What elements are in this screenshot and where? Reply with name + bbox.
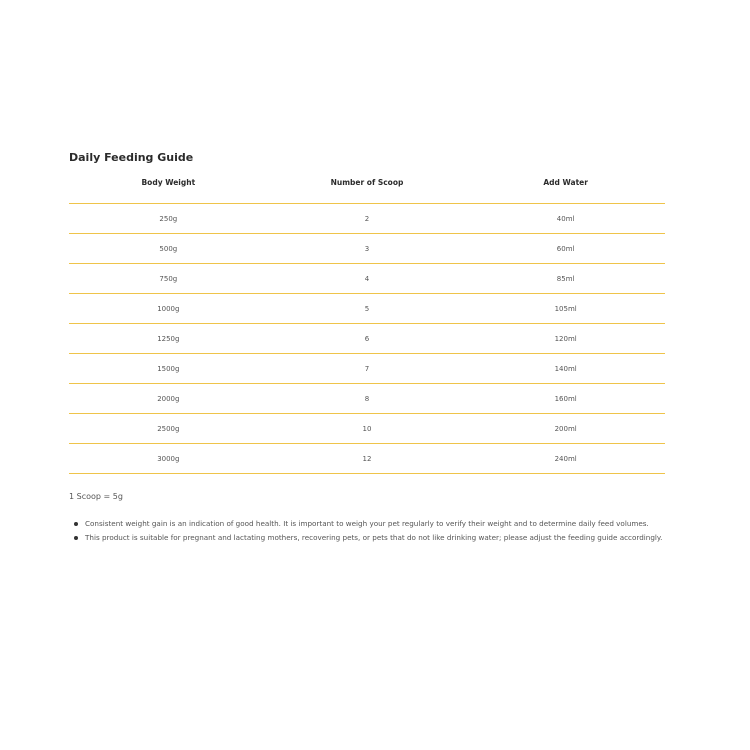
table-row bbox=[69, 354, 665, 384]
table-row bbox=[69, 444, 665, 474]
bullet-text: This product is suitable for pregnant and lactating mothers, recovering pets, or pets that do not like drinking water; please adjust the feeding guide accordingly. bbox=[85, 533, 663, 542]
cell-scoops: 8 bbox=[364, 394, 370, 403]
list-item bbox=[85, 532, 665, 544]
cell-scoops: 12 bbox=[362, 454, 372, 463]
cell-scoops: 2 bbox=[364, 214, 370, 223]
cell-water: 105ml bbox=[554, 304, 577, 313]
cell-scoops: 7 bbox=[364, 364, 370, 373]
header-body-weight: Body Weight bbox=[141, 178, 196, 187]
cell-water: 60ml bbox=[556, 244, 575, 253]
cell-water: 40ml bbox=[556, 214, 575, 223]
cell-water: 200ml bbox=[554, 424, 577, 433]
cell-water: 140ml bbox=[554, 364, 577, 373]
feeding-table bbox=[69, 177, 665, 474]
cell-water: 85ml bbox=[556, 274, 575, 283]
cell-body-weight: 1250g bbox=[157, 334, 180, 343]
cell-body-weight: 750g bbox=[159, 274, 178, 283]
cell-body-weight: 250g bbox=[159, 214, 178, 223]
table-row bbox=[69, 294, 665, 324]
cell-water: 240ml bbox=[554, 454, 577, 463]
header-number-of-scoop: Number of Scoop bbox=[330, 178, 404, 187]
table-row bbox=[69, 414, 665, 444]
bullet-text: Consistent weight gain is an indication of good health. It is important to weigh your pet regularly to verify their weight and to determine daily feed volumes. bbox=[85, 519, 649, 528]
feeding-guide bbox=[69, 149, 665, 546]
cell-scoops: 10 bbox=[362, 424, 372, 433]
table-row bbox=[69, 234, 665, 264]
table-header bbox=[69, 177, 665, 204]
cell-scoops: 5 bbox=[364, 304, 370, 313]
cell-body-weight: 2500g bbox=[157, 424, 180, 433]
cell-body-weight: 500g bbox=[159, 244, 178, 253]
cell-water: 160ml bbox=[554, 394, 577, 403]
scoop-note: 1 Scoop = 5g bbox=[69, 492, 123, 501]
table-row bbox=[69, 264, 665, 294]
bullet-dot-icon bbox=[74, 522, 78, 526]
cell-scoops: 3 bbox=[364, 244, 370, 253]
table-row bbox=[69, 324, 665, 354]
guide-title: Daily Feeding Guide bbox=[69, 151, 194, 164]
cell-body-weight: 2000g bbox=[157, 394, 180, 403]
cell-water: 120ml bbox=[554, 334, 577, 343]
table-row bbox=[69, 384, 665, 414]
bullet-dot-icon bbox=[74, 536, 78, 540]
cell-body-weight: 1000g bbox=[157, 304, 180, 313]
cell-scoops: 6 bbox=[364, 334, 370, 343]
cell-body-weight: 3000g bbox=[157, 454, 180, 463]
cell-scoops: 4 bbox=[364, 274, 370, 283]
cell-body-weight: 1500g bbox=[157, 364, 180, 373]
list-item bbox=[85, 518, 665, 530]
header-add-water: Add Water bbox=[543, 178, 588, 187]
feeding-notes-list bbox=[69, 518, 665, 544]
table-row bbox=[69, 204, 665, 234]
